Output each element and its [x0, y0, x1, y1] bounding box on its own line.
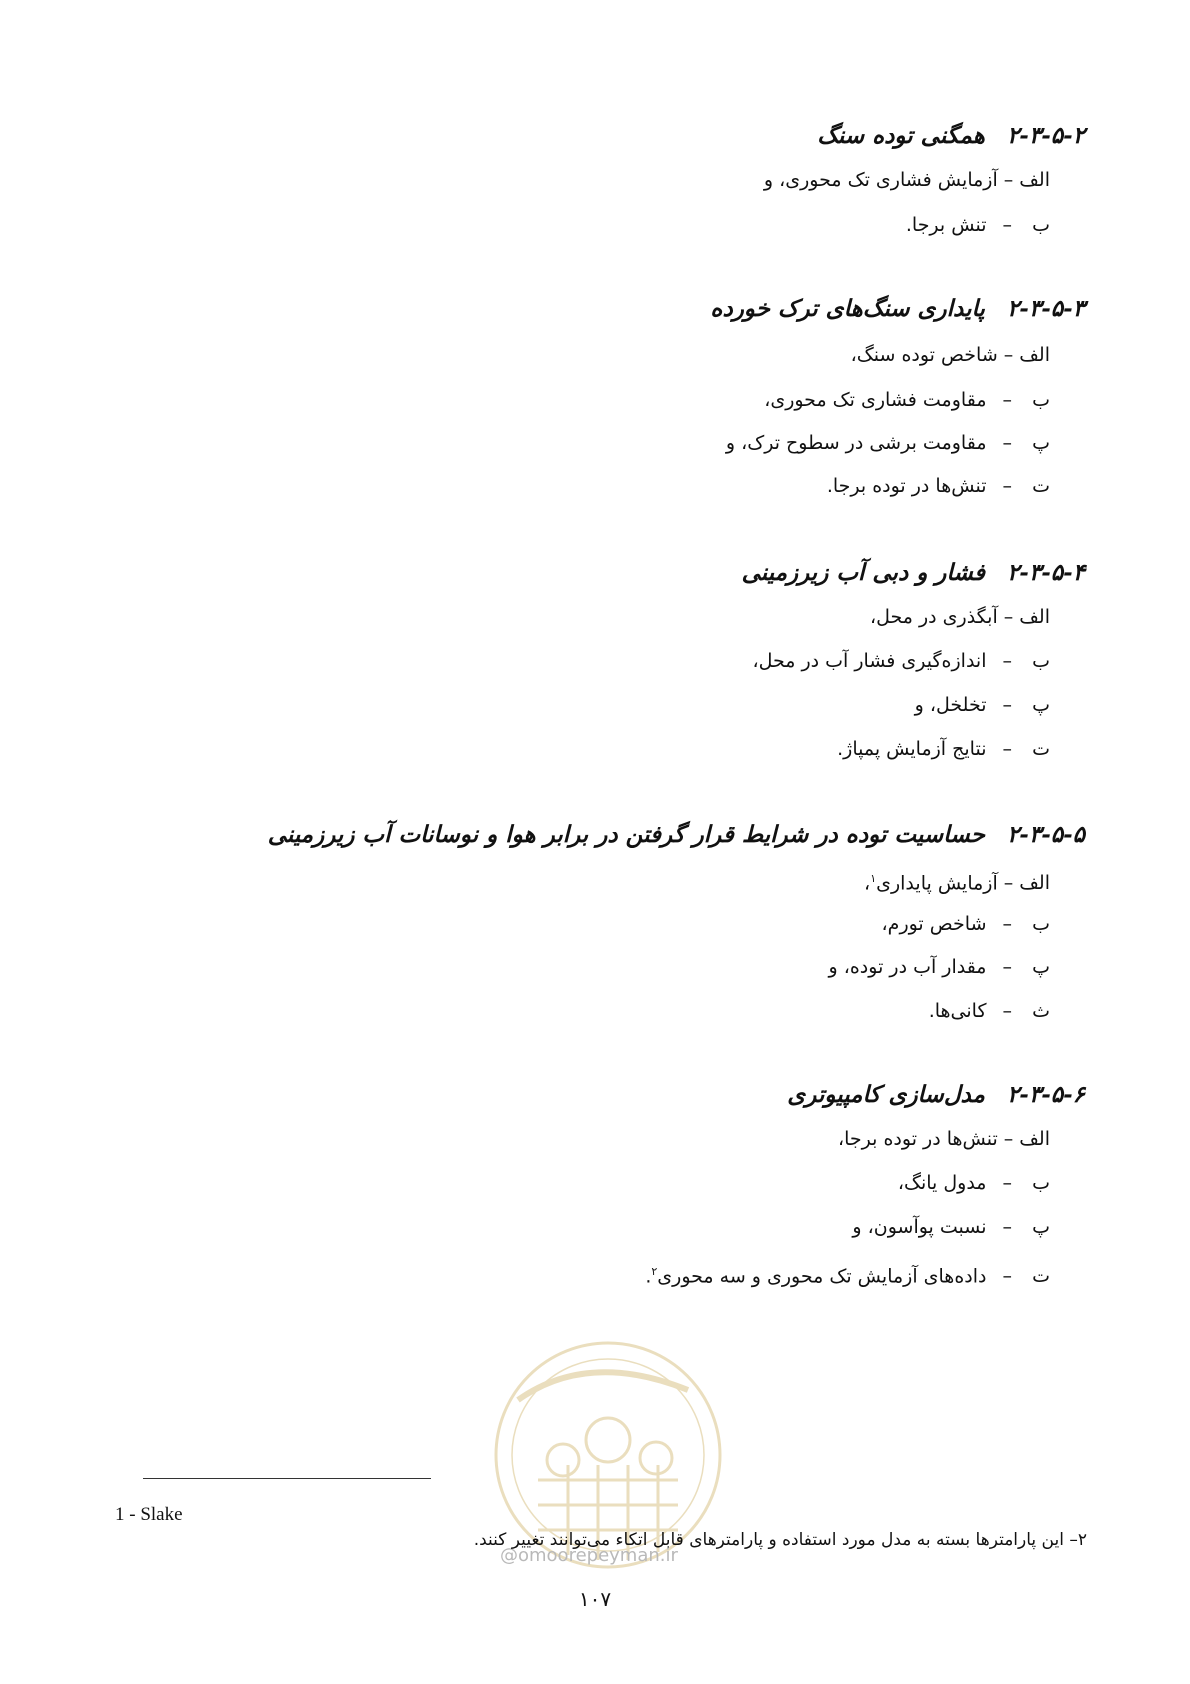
list-item: ب–تنش برجا.: [150, 210, 1050, 240]
item-tail: ،: [864, 872, 871, 895]
footnote-divider: [143, 1478, 431, 1479]
list-item: ت–داده‌های آزمایش تک محوری و سه محوری$^۲$.: [150, 1257, 1050, 1291]
item-letter: ب: [1032, 1172, 1050, 1194]
section-number: ۲-۳-۵-۵: [1006, 821, 1085, 848]
item-letter: ت: [1032, 738, 1050, 760]
list-item: پ–مقدار آب در توده، و: [150, 952, 1050, 982]
item-text: مقاومت برشی در سطوح ترک، و: [725, 432, 987, 454]
list-item: الف–آزمایش پایداری$^۱$،: [150, 864, 1050, 898]
item-text: آبگذری در محل،: [869, 606, 998, 628]
list-item: پ–مقاومت برشی در سطوح ترک، و: [150, 428, 1050, 458]
item-text: تخلخل، و: [914, 694, 987, 716]
item-text: تنش‌ها در توده برجا،: [837, 1128, 998, 1150]
item-text: مقاومت فشاری تک محوری،: [764, 389, 987, 411]
item-letter: الف: [1019, 606, 1050, 628]
item-letter: الف: [1019, 169, 1050, 191]
item-letter: الف: [1019, 344, 1050, 366]
section-heading: [85, 119, 1085, 153]
footnote-ref: ۲: [651, 1265, 658, 1278]
item-text: کانی‌ها.: [928, 1000, 987, 1022]
item-text: آزمایش فشاری تک محوری، و: [763, 169, 998, 191]
list-item: ت–نتایج آزمایش پمپاژ.: [150, 734, 1050, 764]
section-number: ۲-۳-۵-۴: [1006, 559, 1085, 586]
footnote-ref: ۱: [870, 872, 877, 885]
item-text: اندازه‌گیری فشار آب در محل،: [752, 650, 987, 672]
item-letter: پ: [1032, 694, 1050, 716]
item-letter: الف: [1019, 872, 1050, 895]
section-heading: [85, 556, 1085, 590]
section-title: حساسیت توده در شرایط قرار گرفتن در برابر هوا و نوسانات آب زیرزمینی: [267, 821, 985, 848]
item-text: آزمایش پایداری: [876, 872, 998, 895]
item-text: تنش‌ها در توده برجا.: [826, 475, 987, 497]
footnote-2: ۲– این پارامترها بسته به مدل مورد استفاده و پارامترهای قابل اتکاء می‌توانند تغییر کنند.: [473, 1530, 1087, 1550]
item-letter: پ: [1032, 432, 1050, 454]
section-heading: [85, 292, 1085, 326]
item-letter: ب: [1032, 214, 1050, 236]
item-tail: .: [645, 1265, 652, 1288]
item-letter: پ: [1032, 1216, 1050, 1238]
item-letter: الف: [1019, 1128, 1050, 1150]
item-text: مقدار آب در توده، و: [828, 956, 987, 978]
section-title: مدل‌سازی کامپیوتری: [787, 1081, 985, 1108]
section-number: ۲-۳-۵-۲: [1006, 122, 1085, 149]
item-text: شاخص تورم،: [881, 913, 987, 935]
item-letter: ت: [1032, 1265, 1050, 1288]
item-text: تنش برجا.: [905, 214, 987, 236]
item-text: مدول یانگ،: [897, 1172, 987, 1194]
section-heading: [85, 818, 1085, 852]
list-item: الف–آبگذری در محل،: [150, 602, 1050, 632]
page-number: ۱۰۷: [578, 1587, 612, 1611]
watermark-site: @omoorepeyman.ir: [500, 1545, 678, 1566]
list-item: ب–مقاومت فشاری تک محوری،: [150, 385, 1050, 415]
item-letter: پ: [1032, 956, 1050, 978]
item-text: شاخص توده سنگ،: [850, 344, 998, 366]
section-number: ۲-۳-۵-۶: [1006, 1081, 1085, 1108]
item-letter: ب: [1032, 650, 1050, 672]
list-item: الف–شاخص توده سنگ،: [150, 340, 1050, 370]
item-text: داده‌های آزمایش تک محوری و سه محوری: [657, 1265, 987, 1288]
section-number: ۲-۳-۵-۳: [1006, 295, 1085, 322]
list-item: ب–مدول یانگ،: [150, 1168, 1050, 1198]
section-title: فشار و دبی آب زیرزمینی: [741, 559, 985, 586]
list-item: الف–آزمایش فشاری تک محوری، و: [150, 165, 1050, 195]
list-item: ت–تنش‌ها در توده برجا.: [150, 471, 1050, 501]
item-letter: ت: [1032, 475, 1050, 497]
list-item: ب–اندازه‌گیری فشار آب در محل،: [150, 646, 1050, 676]
list-item: پ–نسبت پوآسون، و: [150, 1212, 1050, 1242]
section-heading: [85, 1078, 1085, 1112]
item-letter: ث: [1032, 1000, 1050, 1022]
item-letter: ب: [1032, 389, 1050, 411]
list-item: ث–کانی‌ها.: [150, 996, 1050, 1026]
item-text: نسبت پوآسون، و: [852, 1216, 987, 1238]
footnote-1: 1 - Slake: [115, 1504, 183, 1525]
item-letter: ب: [1032, 913, 1050, 935]
list-item: الف–تنش‌ها در توده برجا،: [150, 1124, 1050, 1154]
list-item: ب–شاخص تورم،: [150, 909, 1050, 939]
list-item: پ–تخلخل، و: [150, 690, 1050, 720]
section-title: همگنی توده سنگ: [817, 122, 985, 149]
item-text: نتایج آزمایش پمپاژ.: [837, 738, 987, 760]
section-title: پایداری سنگ‌های ترک خورده: [710, 295, 985, 322]
